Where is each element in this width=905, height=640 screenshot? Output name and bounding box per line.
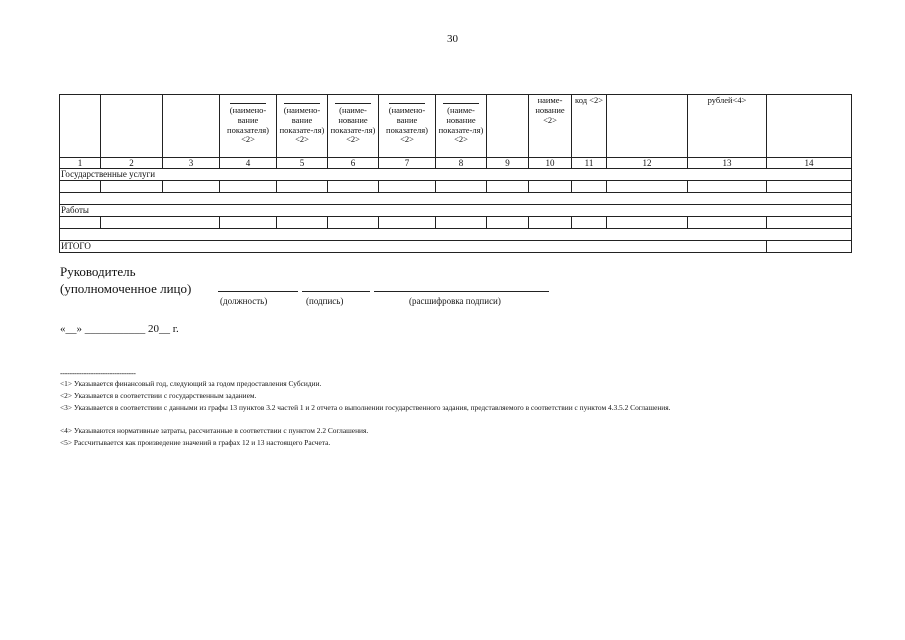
table-row [60, 229, 852, 241]
total-value-cell [767, 241, 852, 253]
column-number: 10 [529, 158, 572, 169]
signature-line [302, 291, 370, 292]
calculation-table [59, 94, 852, 253]
column-number: 8 [436, 158, 487, 169]
column-number: 11 [572, 158, 607, 169]
signature-date: «__» ___________ 20__ г. [60, 323, 179, 335]
header-cell-9 [487, 95, 529, 158]
footnote-5: <5> Рассчитывается как произведение значений в графах 12 и 13 настоящего Расчета. [60, 438, 331, 447]
table-row [60, 193, 852, 205]
table-row [60, 181, 852, 193]
footnote-2: <2> Указывается в соответствии с государственным заданием. [60, 391, 257, 400]
signature-title-line2: (уполномоченное лицо) [60, 281, 192, 296]
total-label: ИТОГО [60, 241, 767, 253]
header-cell-1 [60, 95, 101, 158]
column-number: 12 [607, 158, 688, 169]
column-number: 3 [163, 158, 220, 169]
header-cell-7: (наимено-вание показателя) <2> [379, 95, 436, 158]
column-number: 2 [101, 158, 163, 169]
position-line [218, 291, 298, 292]
section-row-services [60, 169, 852, 181]
caption-decoding: (расшифровка подписи) [409, 296, 501, 306]
header-cell-12 [607, 95, 688, 158]
section-row-works [60, 205, 852, 217]
table-row [60, 217, 852, 229]
column-number-row [60, 158, 852, 169]
section-label-works: Работы [60, 205, 852, 217]
header-cell-11: код <2> [572, 95, 607, 158]
column-number: 1 [60, 158, 101, 169]
caption-signature: (подпись) [306, 296, 344, 306]
page-number: 30 [447, 33, 458, 45]
footnote-4: <4> Указываются нормативные затраты, рассчитанные в соответствии с пунктом 2.2 Соглашения. [60, 426, 369, 435]
footnote-3: <3> Указывается в соответствии с данными из графы 13 пунктов 3.2 частей 1 и 2 отчета о выполнении государственного задания, представляемого в соответствии с пунктом 4.3.5.2 Соглашения. [60, 403, 671, 412]
header-cell-3 [163, 95, 220, 158]
header-cell-10: наиме-нование <2> [529, 95, 572, 158]
header-cell-5: (наимено-вание показате-ля) <2> [277, 95, 328, 158]
column-number: 13 [688, 158, 767, 169]
total-row [60, 241, 852, 253]
header-cell-13: рублей<4> [688, 95, 767, 158]
section-label-services: Государственные услуги [60, 169, 852, 181]
footnote-1: <1> Указывается финансовый год, следующий за годом предоставления Субсидии. [60, 379, 322, 388]
header-cell-4: (наимено-вание показателя) <2> [220, 95, 277, 158]
signature-title [60, 263, 191, 297]
footnote-separator: -------------------------------- [60, 369, 136, 378]
column-number: 4 [220, 158, 277, 169]
column-number: 7 [379, 158, 436, 169]
table-header-row [60, 95, 852, 158]
decoding-line [374, 291, 549, 292]
column-number: 6 [328, 158, 379, 169]
header-cell-2 [101, 95, 163, 158]
column-number: 14 [767, 158, 852, 169]
signature-title-line1: Руководитель [60, 264, 136, 279]
header-cell-8: (наиме-нование показате-ля) <2> [436, 95, 487, 158]
column-number: 5 [277, 158, 328, 169]
header-cell-14 [767, 95, 852, 158]
column-number: 9 [487, 158, 529, 169]
header-cell-6: (наиме-нование показате-ля) <2> [328, 95, 379, 158]
caption-position: (должность) [220, 296, 268, 306]
